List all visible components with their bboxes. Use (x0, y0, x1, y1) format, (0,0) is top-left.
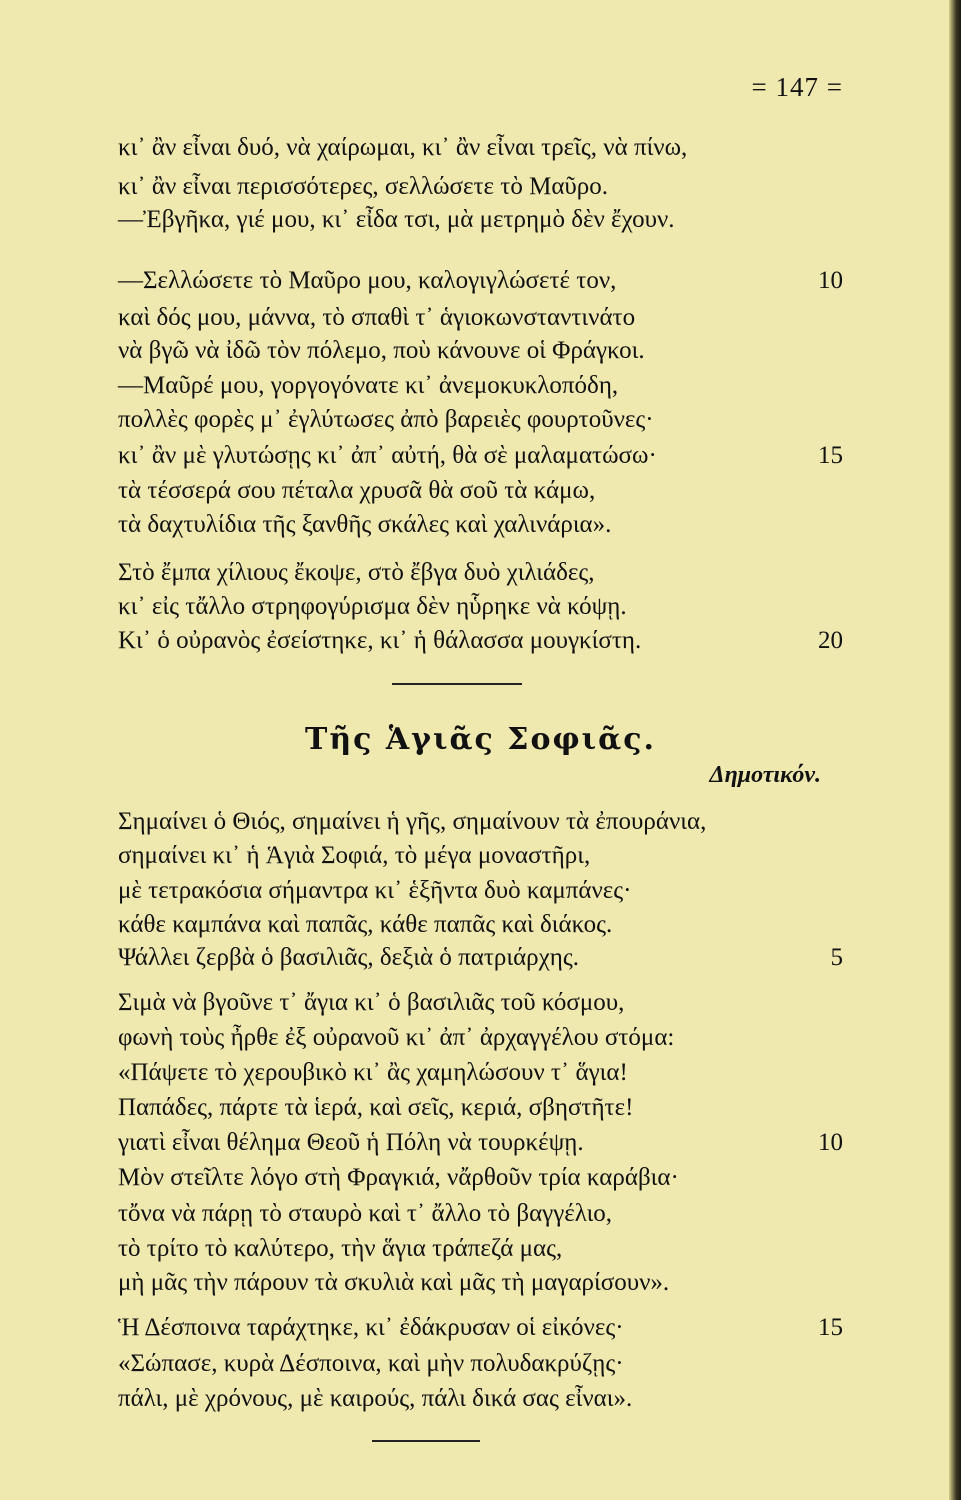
line-number: 10 (818, 1129, 843, 1156)
poem2-line: γιατὶ εἶναι θέλημα Θεοῦ ἡ Πόλη νὰ τουρκέψῃ. (118, 1129, 584, 1156)
line-number: 5 (830, 944, 843, 971)
poem2-line: τὄνα νὰ πάρῃ τὸ σταυρὸ καὶ τ᾿ ἄλλο τὸ βαγγέλιο, (118, 1200, 613, 1227)
section-divider (392, 683, 522, 685)
poem2-line: Ἡ Δέσποινα ταράχτηκε, κι᾿ ἐδάκρυσαν οἱ εἰκόνες· (118, 1314, 624, 1341)
line-number: 10 (818, 267, 843, 294)
line-number: 15 (818, 1314, 843, 1341)
line-number: 15 (818, 442, 843, 469)
line-number: 20 (818, 627, 843, 654)
poem2-line: «Σώπασε, κυρὰ Δέσποινα, καὶ μὴν πολυδακρύζῃς· (118, 1350, 624, 1377)
poem2-line: Σιμὰ νὰ βγοῦνε τ᾿ ἄγια κι᾿ ὁ βασιλιᾶς τοῦ κόσμου, (118, 989, 625, 1016)
poem2-line: «Πάψετε τὸ χερουβικὸ κι᾿ ἂς χαμηλώσουν τ᾿ ἅγια! (118, 1059, 628, 1086)
poem1-line: Στὸ ἔμπα χίλιους ἔκοψε, στὸ ἔβγα δυὸ χιλιάδες, (118, 559, 595, 586)
poem2-line: Ψάλλει ζερβὰ ὁ βασιλιᾶς, δεξιὰ ὁ πατριάρχης. (118, 944, 579, 971)
poem1-line: κι᾿ ἂν εἶναι δυό, νὰ χαίρωμαι, κι᾿ ἂν εἶναι τρεῖς, νὰ πίνω, (118, 134, 688, 161)
poem1-line: —Μαῦρέ μου, γοργογόνατε κι᾿ ἀνεμοκυκλοπόδη, (118, 372, 619, 399)
poem1-line: —Σελλώσετε τὸ Μαῦρο μου, καλογιγλώσετέ τον, (118, 267, 617, 294)
poem1-line: κι᾿ ἂν εἶναι περισσότερες, σελλώσετε τὸ Μαῦρο. (118, 173, 609, 200)
poem2-line: μὴ μᾶς τὴν πάρουν τὰ σκυλιὰ καὶ μᾶς τὴ μαγαρίσουν». (118, 1269, 670, 1296)
poem-subtitle: Δημοτικόν. (709, 762, 821, 788)
poem2-line: τὸ τρίτο τὸ καλύτερο, τὴν ἅγια τράπεζά μας, (118, 1235, 563, 1262)
poem1-line: τὰ τέσσερά σου πέταλα χρυσᾶ θὰ σοῦ τὰ κάμω, (118, 477, 596, 504)
section-divider (372, 1440, 480, 1442)
poem1-line: καὶ δός μου, μάννα, τὸ σπαθὶ τ᾿ ἁγιοκωνσταντινάτο (118, 304, 636, 331)
poem1-line: κι᾿ εἰς τἄλλο στρηφογύρισμα δὲν ηὗρηκε νὰ κόψῃ. (118, 593, 627, 620)
poem2-line: Μὸν στεῖλτε λόγο στὴ Φραγκιά, νἄρθοῦν τρία καράβια· (118, 1164, 679, 1191)
poem2-line: κάθε καμπάνα καὶ παπᾶς, κάθε παπᾶς καὶ διάκος. (118, 911, 613, 938)
poem1-line: πολλὲς φορὲς μ᾿ ἐγλύτωσες ἀπὸ βαρειὲς φουρτοῦνες· (118, 406, 654, 433)
poem1-line: κι᾿ ἂν μὲ γλυτώσῃς κι᾿ ἀπ᾿ αὐτή, θὰ σὲ μαλαματώσω· (118, 442, 657, 469)
poem-title: Τῆς Ἁγιᾶς Σοφιᾶς. (305, 722, 656, 757)
poem1-line: νὰ βγῶ νὰ ἰδῶ τὸν πόλεμο, ποὺ κάνουνε οἱ Φράγκοι. (118, 337, 645, 364)
poem2-line: Παπάδες, πάρτε τὰ ἱερά, καὶ σεῖς, κεριά, σβηστῆτε! (118, 1094, 634, 1121)
page-number: = 147 = (751, 72, 843, 102)
poem2-line: φωνὴ τοὺς ἦρθε ἐξ οὐρανοῦ κι᾿ ἀπ᾿ ἀρχαγγέλου στόμα: (118, 1024, 675, 1051)
poem1-line: —Ἐβγῆκα, γιέ μου, κι᾿ εἶδα τσι, μὰ μετρημὸ δὲν ἔχουν. (118, 206, 675, 233)
poem2-line: πάλι, μὲ χρόνους, μὲ καιρούς, πάλι δικά σας εἶναι». (118, 1385, 633, 1412)
poem2-line: Σημαίνει ὁ Θιός, σημαίνει ἡ γῆς, σημαίνουν τὰ ἐπουράνια, (118, 808, 707, 835)
poem1-line: Κι᾿ ὁ οὐρανὸς ἐσείστηκε, κι᾿ ἡ θάλασσα μουγκίστη. (118, 627, 642, 654)
poem2-line: μὲ τετρακόσια σήμαντρα κι᾿ ἑξῆντα δυὸ καμπάνες· (118, 877, 632, 904)
poem2-line: σημαίνει κι᾿ ἡ Ἁγιὰ Σοφιά, τὸ μέγα μοναστῆρι, (118, 842, 591, 869)
poem1-line: τὰ δαχτυλίδια τῆς ξανθῆς σκάλες καὶ χαλινάρια». (118, 511, 612, 538)
